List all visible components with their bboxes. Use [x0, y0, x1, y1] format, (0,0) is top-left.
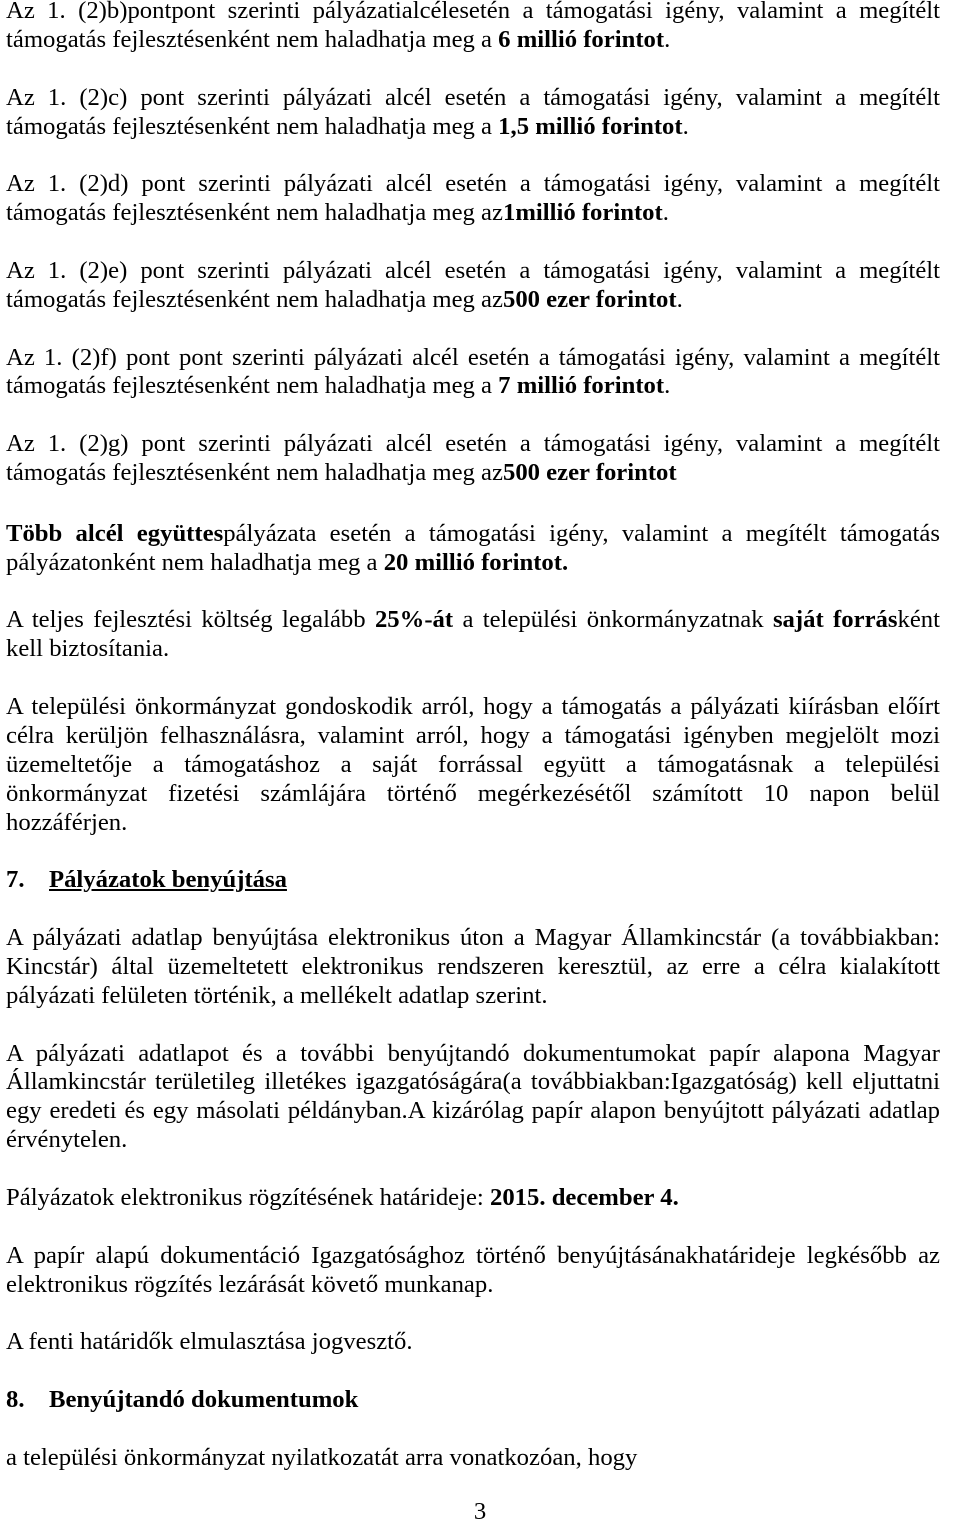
text-segment: kell biztosítania.	[6, 635, 170, 663]
text-line	[6, 1271, 940, 1300]
bold-phrase: Több alcél együttes	[6, 519, 224, 547]
section-number: 7.	[6, 866, 25, 894]
text-line	[6, 635, 940, 664]
text-segment: Az 1. (2)g) pont szerinti pályázati alcél esetén a támogatási igény, valamint a megítélt	[6, 430, 940, 458]
text-segment: .	[682, 112, 689, 140]
text-segment: Pályázatok elektronikus rögzítésének határideje:	[6, 1183, 490, 1211]
text-line	[6, 430, 940, 459]
text-line	[6, 982, 940, 1011]
document-body	[6, 0, 940, 1502]
text-segment: A fenti határidők elmulasztása jogvesztő.	[6, 1328, 413, 1356]
paragraph-limit-2f	[6, 344, 940, 402]
text-segment: célra kerüljön felhasználásra, valamint arról, hogy a támogatási igényben megjelölt mozi	[6, 721, 940, 749]
text-segment: támogatás fejlesztésenként nem haladhatja meg a	[6, 112, 499, 140]
paragraph-documents-intro	[6, 1444, 940, 1473]
text-segment: támogatás fejlesztésenként nem haladhatja meg a	[6, 25, 499, 53]
text-line	[6, 459, 940, 488]
text-line	[6, 113, 940, 142]
text-line	[6, 924, 940, 953]
text-segment: A pályázati adatlap benyújtása elektronikus úton a Magyar Államkincstár (a továbbiakban:	[6, 924, 940, 951]
bold-amount: 7 millió forintot	[498, 372, 665, 400]
text-segment: a települési önkormányzat nyilatkozatát arra vonatkozóan, hogy	[6, 1443, 638, 1471]
text-segment: A teljes fejlesztési költség legalább	[6, 606, 375, 634]
paragraph-limit-2g	[6, 430, 940, 488]
bold-percentage: 25%-át	[374, 606, 454, 634]
bold-amount: 500 ezer forintot	[502, 459, 677, 486]
paragraph-paper-deadline	[6, 1242, 940, 1300]
deadline-date: 2015. december 4.	[489, 1183, 679, 1211]
text-line	[6, 26, 940, 55]
page-number: 3	[473, 1498, 487, 1525]
text-segment: .	[662, 199, 669, 227]
text-line	[6, 170, 940, 199]
paragraph-own-source	[6, 606, 940, 664]
paragraph-forfeiture	[6, 1328, 940, 1357]
text-segment: támogatás fejlesztésenként nem haladhatja meg az	[6, 199, 503, 227]
text-segment: ként	[897, 606, 940, 634]
text-line	[6, 199, 940, 228]
text-line	[6, 780, 940, 809]
text-segment: támogatás fejlesztésenként nem haladhatja meg a	[6, 372, 499, 400]
text-line	[6, 693, 940, 722]
text-line	[6, 520, 940, 549]
text-segment: A papír alapú dokumentáció Igazgatósághoz történő benyújtásánakhatárideje legkésőbb az	[6, 1241, 940, 1269]
text-segment: Az 1. (2)b)pontpont szerinti pályázatialcélesetén a támogatási igény, valamint a megítélt	[6, 0, 940, 24]
text-line	[6, 751, 940, 780]
text-line	[6, 1097, 940, 1126]
paragraph-multi-subgoal-limit	[6, 520, 940, 578]
text-segment: A települési önkormányzat gondoskodik arról, hogy a támogatás a pályázati kiírásban előírt	[6, 693, 940, 720]
text-line	[6, 1040, 940, 1069]
section-number: 8.	[6, 1386, 25, 1413]
text-segment: támogatás fejlesztésenként nem haladhatja meg az	[6, 285, 503, 313]
text-segment: hozzáférjen.	[6, 808, 128, 836]
text-line	[6, 84, 940, 113]
paragraph-limit-2c	[6, 84, 940, 142]
text-line	[6, 1184, 940, 1213]
text-segment: Államkincstár területileg illetékes igazgatóságára(a továbbiakban:Igazgatóság) kell eljuttatni	[6, 1068, 940, 1096]
text-segment: támogatás fejlesztésenként nem haladhatja meg az	[6, 459, 503, 486]
text-segment: Kincstár) által üzemeltetett elektronikus rendszeren keresztül, az erre a célra kialakított	[6, 952, 940, 980]
text-segment: a települési önkormányzatnak	[453, 606, 773, 634]
text-segment: .	[664, 25, 671, 53]
paragraph-limit-2d	[6, 170, 940, 228]
text-segment: A pályázati adatlapot és a további benyújtandó dokumentumokat papír alapona Magyar	[6, 1039, 940, 1067]
bold-amount: 20 millió forintot.	[383, 548, 569, 576]
section-heading-7	[6, 866, 940, 895]
text-segment: pályázati felületen történik, a mellékelt adatlap szerint.	[6, 981, 548, 1009]
text-segment: Az 1. (2)d) pont szerinti pályázati alcél esetén a támogatási igény, valamint a megítélt	[6, 170, 940, 198]
text-segment: Az 1. (2)e) pont szerinti pályázati alcél esetén a támogatási igény, valamint a megítélt	[6, 256, 940, 284]
paragraph-limit-2e	[6, 257, 940, 315]
text-line	[6, 549, 940, 578]
text-line	[6, 1242, 940, 1271]
bold-amount: 500 ezer forintot	[502, 285, 677, 313]
text-segment: üzemeltetője a támogatáshoz a saját forrással együtt a támogatásnak a települési	[6, 750, 940, 778]
bold-amount: 1millió forintot	[502, 199, 663, 227]
text-line	[6, 372, 940, 401]
text-segment: .	[664, 372, 671, 400]
text-segment: Az 1. (2)f) pont pont szerinti pályázati alcél esetén a támogatási igény, valamint a megítélt	[6, 343, 940, 371]
bold-phrase: saját forrás	[772, 606, 898, 634]
paragraph-municipality-obligation	[6, 693, 940, 837]
text-segment: elektronikus rögzítés lezárását követő munkanap.	[6, 1270, 494, 1298]
text-line	[6, 606, 940, 635]
paragraph-limit-2b	[6, 0, 940, 55]
section-title: Benyújtandó dokumentumok	[49, 1386, 359, 1413]
text-line	[6, 722, 940, 751]
text-segment: pályázatonként nem haladhatja meg a	[6, 548, 384, 576]
text-line	[6, 1068, 940, 1097]
bold-amount: 1,5 millió forintot	[498, 112, 683, 140]
paragraph-electronic-deadline	[6, 1184, 940, 1213]
text-line	[6, 0, 940, 26]
text-line	[6, 809, 940, 838]
paragraph-paper-submission	[6, 1040, 940, 1156]
text-line	[6, 344, 940, 373]
text-segment: .	[676, 285, 683, 313]
bold-amount: 6 millió forintot	[498, 25, 665, 53]
text-line	[6, 1328, 940, 1357]
text-segment: önkormányzat fizetési számlájára történő megérkezésétől számított 10 napon belül	[6, 779, 940, 807]
section-title: Pályázatok benyújtása	[49, 866, 287, 894]
text-line	[6, 1126, 940, 1155]
section-heading-8	[6, 1386, 940, 1415]
text-line	[6, 1444, 940, 1473]
text-line	[6, 286, 940, 315]
text-segment: egy eredeti és egy másolati példányban.A kizárólag papír alapon benyújtott pályázati adatlap	[6, 1097, 940, 1125]
text-line	[6, 257, 940, 286]
text-segment: Az 1. (2)c) pont szerinti pályázati alcél esetén a támogatási igény, valamint a megítélt	[6, 83, 940, 111]
text-line	[6, 953, 940, 982]
text-segment: pályázata esetén a támogatási igény, valamint a megítélt támogatás	[223, 519, 940, 547]
paragraph-electronic-submission	[6, 924, 940, 1011]
text-segment: érvénytelen.	[6, 1126, 128, 1154]
